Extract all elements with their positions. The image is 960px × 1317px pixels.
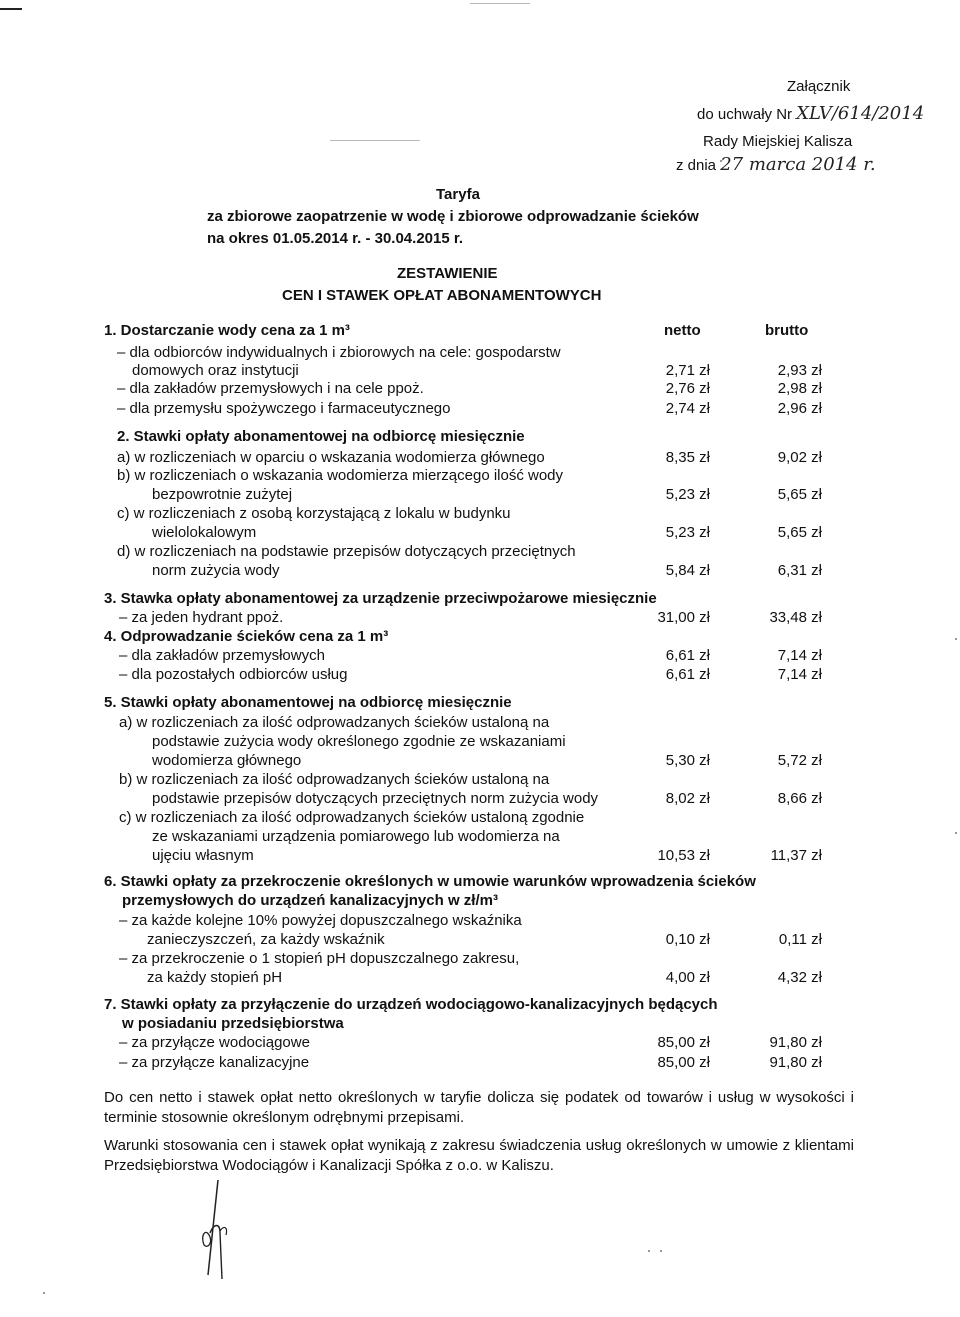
section-6-title-line1: 6. Stawki opłaty za przekroczenie określonych w umowie warunków wprowadzenia ścieków <box>104 873 756 890</box>
date-value: 27 marca 2014 r. <box>720 154 876 175</box>
footer-conditions-note: Warunki stosowania cen i stawek opłat wynikają z zakresu świadczenia usług określonych w umowie z klientami Przedsiębiorstwa Wodociągów i Kanalizacji Spółka z o.o. w Kaliszu. <box>104 1137 854 1174</box>
s2-a-brutto: 9,02 zł <box>777 449 822 466</box>
s6-row1-line2: zanieczyszczeń, za każdy wskaźnik <box>147 931 385 948</box>
s2-c-netto: 5,23 zł <box>665 524 710 541</box>
s2-d-netto: 5,84 zł <box>665 562 710 579</box>
s4-row1-netto: 6,61 zł <box>665 647 710 664</box>
s7-row2-netto: 85,00 zł <box>657 1054 710 1071</box>
s1-row1-brutto: 2,93 zł <box>777 362 822 379</box>
s5-b-line1: b) w rozliczeniach za ilość odprowadzanych ścieków ustaloną na <box>119 771 550 788</box>
title-period: na okres 01.05.2014 r. - 30.04.2015 r. <box>207 230 464 247</box>
section-2-title: 2. Stawki opłaty abonamentowej na odbiorcę miesięcznie <box>117 428 525 445</box>
s5-c-brutto: 11,37 zł <box>770 847 822 864</box>
s1-row1-line1: – dla odbiorców indywidualnych i zbiorowych na cele: gospodarstw <box>117 344 561 361</box>
resolution-number: XLV/614/2014 <box>796 103 925 124</box>
s5-a-brutto: 5,72 zł <box>777 752 822 769</box>
s6-row1-line1: – za każde kolejne 10% powyżej dopuszczalnego wskaźnika <box>119 912 522 929</box>
council-name: Rady Miejskiej Kalisza <box>703 133 853 150</box>
s5-c-line1: c) w rozliczeniach za ilość odprowadzanych ścieków ustaloną zgodnie <box>119 809 585 826</box>
date-line <box>676 156 876 175</box>
s2-a: a) w rozliczeniach w oparciu o wskazania wodomierza głównego <box>117 449 545 466</box>
section-5-title: 5. Stawki opłaty abonamentowej na odbiorcę miesięcznie <box>104 694 512 711</box>
s6-row1-brutto: 0,11 zł <box>778 931 822 948</box>
scan-dot <box>43 1292 45 1294</box>
s3-row1-brutto: 33,48 zł <box>769 609 822 626</box>
attachment-label: Załącznik <box>787 78 851 95</box>
s3-row1: – za jeden hydrant ppoż. <box>119 609 284 626</box>
s2-b-brutto: 5,65 zł <box>777 486 822 503</box>
s5-a-line3: wodomierza głównego <box>152 752 302 769</box>
scan-mark <box>0 8 22 10</box>
s6-row2-netto: 4,00 zł <box>665 969 710 986</box>
column-netto: netto <box>664 322 701 339</box>
s5-c-line2: ze wskazaniami urządzenia pomiarowego lub wodomierza na <box>152 828 560 845</box>
section-4-title: 4. Odprowadzanie ścieków cena za 1 m³ <box>104 628 389 645</box>
s1-row3: – dla przemysłu spożywczego i farmaceutycznego <box>117 400 451 417</box>
s4-row2-brutto: 7,14 zł <box>777 666 822 683</box>
scan-dot <box>648 1250 650 1252</box>
s2-a-netto: 8,35 zł <box>665 449 710 466</box>
s6-row2-line1: – za przekroczenie o 1 stopień pH dopuszczalnego zakresu, <box>119 950 520 967</box>
s4-row2: – dla pozostałych odbiorców usług <box>119 666 348 683</box>
s2-d-line2: norm zużycia wody <box>152 562 280 579</box>
s2-d-brutto: 6,31 zł <box>777 562 822 579</box>
section-1-title: 1. Dostarczanie wody cena za 1 m³ <box>104 322 350 339</box>
section-3-title: 3. Stawka opłaty abonamentowej za urządzenie przeciwpożarowe miesięcznie <box>104 590 657 607</box>
s7-row1: – za przyłącze wodociągowe <box>119 1034 310 1051</box>
s1-row2-brutto: 2,98 zł <box>777 380 822 397</box>
scan-dot <box>955 832 957 834</box>
title-summary: ZESTAWIENIE <box>397 265 498 282</box>
footer-vat-note: Do cen netto i stawek opłat netto określonych w taryfie dolicza się podatek od towarów i usług w wysokości i terminie stosownie określonym odrębnymi przepisami. <box>104 1089 854 1126</box>
s5-b-brutto: 8,66 zł <box>777 790 822 807</box>
s6-row2-brutto: 4,32 zł <box>777 969 822 986</box>
scan-dot <box>660 1250 662 1252</box>
title-prices: CEN I STAWEK OPŁAT ABONAMENTOWYCH <box>282 287 602 304</box>
date-prefix: z dnia <box>676 157 717 174</box>
s1-row2: – dla zakładów przemysłowych i na cele ppoż. <box>117 380 424 397</box>
section-7-title-line1: 7. Stawki opłaty za przyłączenie do urządzeń wodociągowo-kanalizacyjnych będących <box>104 996 718 1013</box>
s4-row1-brutto: 7,14 zł <box>777 647 822 664</box>
s5-c-netto: 10,53 zł <box>657 847 710 864</box>
title-subject: za zbiorowe zaopatrzenie w wodę i zbiorowe odprowadzanie ścieków <box>207 208 699 225</box>
s2-d-line1: d) w rozliczeniach na podstawie przepisów dotyczących przeciętnych <box>117 543 576 560</box>
s5-a-line2: podstawie zużycia wody określonego zgodnie ze wskazaniami <box>152 733 566 750</box>
s4-row1: – dla zakładów przemysłowych <box>119 647 325 664</box>
s2-b-netto: 5,23 zł <box>665 486 710 503</box>
s2-b-line1: b) w rozliczeniach o wskazania wodomierza mierzącego ilość wody <box>117 467 564 484</box>
scan-smudge <box>330 140 420 141</box>
title-tariff: Taryfa <box>436 186 480 203</box>
s1-row2-netto: 2,76 zł <box>665 380 710 397</box>
scan-smudge <box>470 3 530 4</box>
s1-row1-line2: domowych oraz instytucji <box>132 362 299 379</box>
s3-row1-netto: 31,00 zł <box>657 609 710 626</box>
s5-b-line2: podstawie przepisów dotyczących przeciętnych norm zużycia wody <box>152 790 599 807</box>
s2-c-brutto: 5,65 zł <box>777 524 822 541</box>
scan-dot <box>955 638 957 640</box>
s2-c-line1: c) w rozliczeniach z osobą korzystającą z lokalu w budynku <box>117 505 511 522</box>
s4-row2-netto: 6,61 zł <box>665 666 710 683</box>
s2-b-line2: bezpowrotnie zużytej <box>152 486 293 503</box>
resolution-line <box>697 105 924 124</box>
s6-row1-netto: 0,10 zł <box>665 931 710 948</box>
s7-row2-brutto: 91,80 zł <box>769 1054 822 1071</box>
s5-a-netto: 5,30 zł <box>665 752 710 769</box>
section-6-title-line2: przemysłowych do urządzeń kanalizacyjnych w zł/m³ <box>122 892 498 909</box>
s5-b-netto: 8,02 zł <box>665 790 710 807</box>
s2-c-line2: wielolokalowym <box>152 524 257 541</box>
resolution-prefix: do uchwały Nr <box>697 106 793 123</box>
section-7-title-line2: w posiadaniu przedsiębiorstwa <box>122 1015 344 1032</box>
s5-a-line1: a) w rozliczeniach za ilość odprowadzanych ścieków ustaloną na <box>119 714 550 731</box>
s1-row3-netto: 2,74 zł <box>665 400 710 417</box>
s7-row2: – za przyłącze kanalizacyjne <box>119 1054 310 1071</box>
s7-row1-brutto: 91,80 zł <box>769 1034 822 1051</box>
s5-c-line3: ujęciu własnym <box>152 847 254 864</box>
signature-icon <box>190 1175 250 1285</box>
s1-row3-brutto: 2,96 zł <box>777 400 822 417</box>
s1-row1-netto: 2,71 zł <box>665 362 710 379</box>
column-brutto: brutto <box>765 322 809 339</box>
s7-row1-netto: 85,00 zł <box>657 1034 710 1051</box>
s6-row2-line2: za każdy stopień pH <box>147 969 283 986</box>
